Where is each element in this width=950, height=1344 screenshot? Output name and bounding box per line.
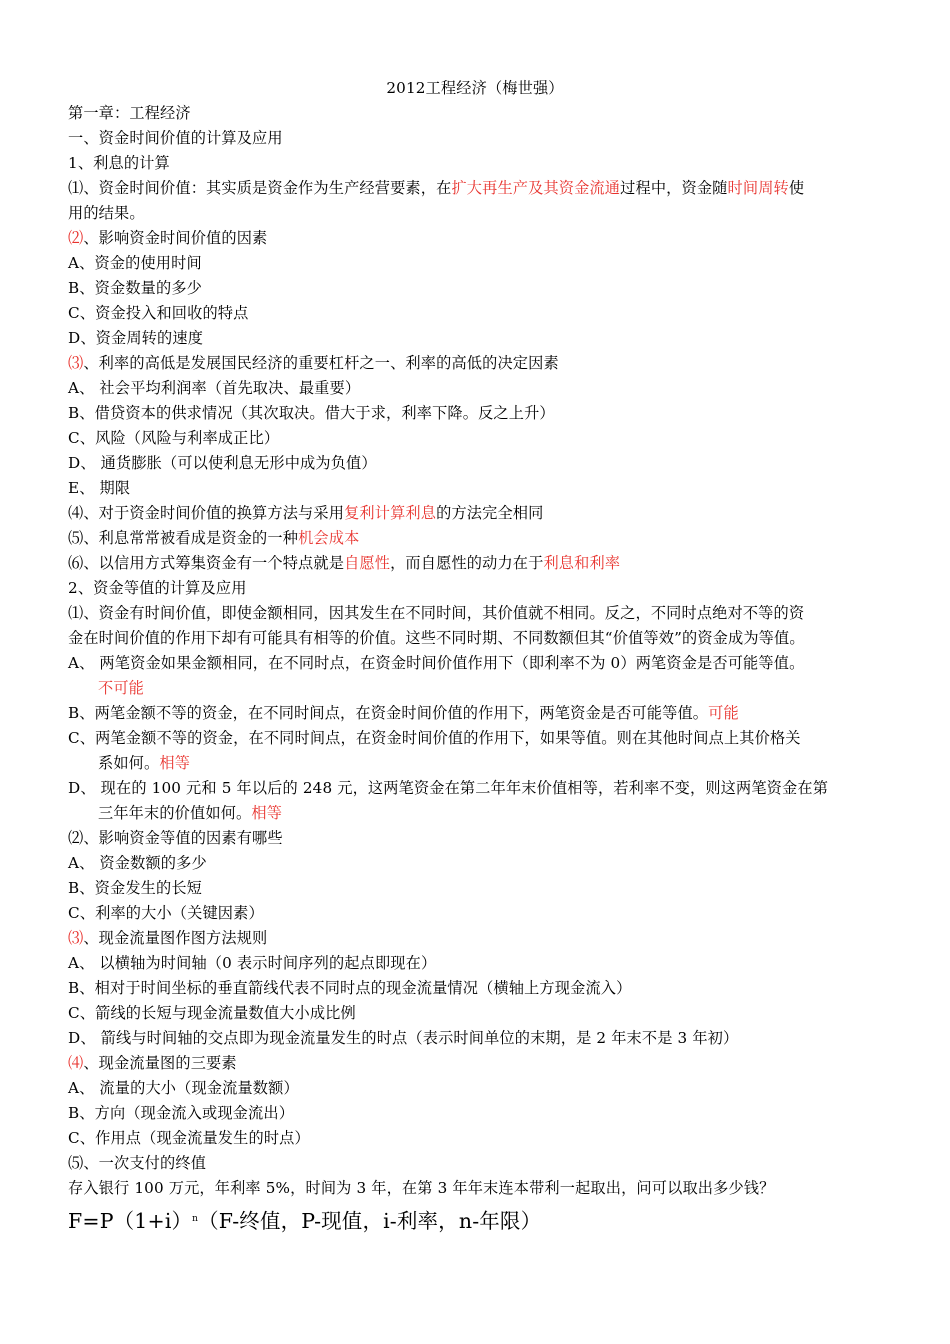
paragraph-line: 存入银行 100 万元，年利率 5%，时间为 3 年，在第 3 年年末连本带利一起取出，问可以取出多少钱？ [68,1179,775,1197]
list-item: B、相对于时间坐标的垂直箭线代表不同时点的现金流量情况（横轴上方现金流入） [68,979,632,997]
list-item: C、风险（风险与利率成正比） [68,429,280,447]
highlight-text: ⑷ [68,1054,84,1072]
text-run: 、影响资金时间价值的因素 [83,229,268,247]
list-item: B、方向（现金流入或现金流出） [68,1104,295,1122]
paragraph-line [68,178,804,198]
text-run: ⑷、对于资金时间价值的换算方法与采用 [68,504,345,522]
text-run: 过程中，资金随 [620,179,728,197]
list-item-continuation [98,678,144,698]
text-run: 三年年末的价值如何。 [98,804,252,822]
list-item: E、 期限 [68,479,131,497]
paragraph-line [68,528,359,548]
highlight-text: ⑶ [68,929,84,947]
list-item: B、资金数量的多少 [68,279,203,297]
chapter-heading: 第一章：工程经济 [68,104,191,122]
text-run: ⑸、利息常常被看成是资金的一种 [68,529,299,547]
text-run: ，而自愿性的动力在于 [390,554,544,572]
list-item: A、 社会平均利润率（首先取决、最重要） [68,379,361,397]
text-run: 、利率的高低是发展国民经济的重要杠杆之一、利率的高低的决定因素 [83,354,559,372]
list-heading [68,928,267,948]
highlight-text: 扩大再生产及其资金流通 [451,179,621,197]
list-heading [68,1053,237,1073]
list-item-continuation [98,753,190,773]
list-item: C、两笔金额不等的资金，在不同时间点，在资金时间价值的作用下，如果等值。则在其他时间点上其价格关 [68,729,801,747]
section-heading: 一、资金时间价值的计算及应用 [68,129,283,147]
formula-exponent: n [192,1214,199,1224]
list-heading: ⑵、影响资金等值的因素有哪些 [68,829,283,847]
list-item: A、 流量的大小（现金流量数额） [68,1079,299,1097]
list-item: C、作用点（现金流量发生的时点） [68,1129,310,1147]
highlight-text: 时间周转 [727,179,789,197]
doc-title: 2012工程经济（梅世强） [386,79,564,97]
highlight-text: ⑵ [68,229,84,247]
text-run: ⑹、以信用方式筹集资金有一个特点就是 [68,554,345,572]
highlight-text: 相等 [251,804,283,822]
list-heading: ⑸、一次支付的终值 [68,1154,207,1172]
highlight-text: 相等 [159,754,191,772]
list-item: D、资金周转的速度 [68,329,204,347]
list-item [68,703,739,723]
highlight-text: 不可能 [98,679,145,697]
list-item: C、箭线的长短与现金流量数值大小成比例 [68,1004,356,1022]
formula [68,1207,541,1235]
list-item: A、 以横轴为时间轴（0 表示时间序列的起点即现在） [68,954,437,972]
text-run: 、现金流量图作图方法规则 [83,929,268,947]
list-item: B、借贷资本的供求情况（其次取决。借大于求，利率下降。反之上升） [68,404,555,422]
highlight-text: 自愿性 [344,554,391,572]
list-item: D、 现在的 100 元和 5 年以后的 248 元，这两笔资金在第二年年末价值相等，若利率不变，则这两笔资金在第 [68,779,829,797]
formula-text: F=P（1+i） [68,1209,193,1233]
list-heading [68,353,559,373]
text-run: 使 [788,179,805,197]
highlight-text: 可能 [708,704,739,722]
list-heading [68,228,267,248]
paragraph-line [68,503,543,523]
text-run: 的方法完全相同 [436,504,544,522]
highlight-text: 机会成本 [298,529,360,547]
list-item: A、 资金数额的多少 [68,854,207,872]
subsection-heading: 2、资金等值的计算及应用 [68,579,247,597]
text-run: ⑴、资金时间价值：其实质是资金作为生产经营要素，在 [68,179,452,197]
text-run: 系如何。 [98,754,160,772]
paragraph-line: ⑴、资金有时间价值，即使金额相同，因其发生在不同时间，其价值就不相同。反之，不同时点绝对不等的资 [68,604,805,622]
text-run: B、两笔金额不等的资金，在不同时间点，在资金时间价值的作用下，两笔资金是否可能等值。 [68,704,709,722]
list-item-continuation [98,803,282,823]
highlight-text: ⑶ [68,354,84,372]
paragraph-line: 金在时间价值的作用下却有可能具有相等的价值。这些不同时期、不同数额但其“价值等效”的资金成为等值。 [68,629,805,647]
list-item: C、利率的大小（关键因素） [68,904,264,922]
list-item: B、资金发生的长短 [68,879,203,897]
paragraph-line: 用的结果。 [68,204,145,222]
text-run: 、现金流量图的三要素 [83,1054,237,1072]
highlight-text: 复利计算利息 [344,504,437,522]
list-item: C、资金投入和回收的特点 [68,304,249,322]
paragraph-line [68,553,620,573]
highlight-text: 利息和利率 [543,554,621,572]
list-item: A、资金的使用时间 [68,254,202,272]
subsection-heading: 1、利息的计算 [68,154,170,172]
list-item: D、 箭线与时间轴的交点即为现金流量发生的时点（表示时间单位的末期，是 2 年末不是 3 年初） [68,1029,739,1047]
list-item: A、 两笔资金如果金额相同，在不同时点，在资金时间价值作用下（即利率不为 0）两笔资金是否可能等值。 [68,654,805,672]
list-item: D、 通货膨胀（可以使利息无形中成为负值） [68,454,377,472]
formula-legend: （F-终值，P-现值，i-利率，n-年限） [198,1209,542,1233]
